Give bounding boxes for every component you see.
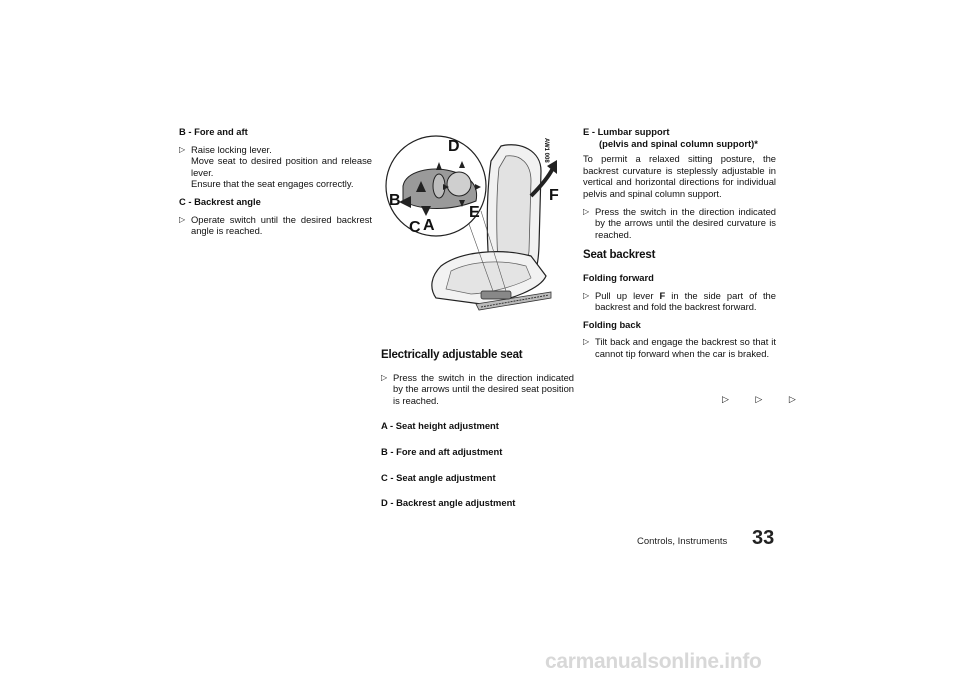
bullet-folding-back: ▷ Tilt back and engage the backrest so that it cannot tip forward when the car is braked.: [583, 336, 776, 359]
bullet-folding-forward: ▷ Pull up lever F in the side part of the backrest and fold the backrest forward.: [583, 289, 776, 313]
page-number: 33: [752, 527, 775, 549]
bullet-press-switch: ▷ Press the switch in the direction indicated by the arrows until the desired seat position is reached.: [381, 371, 574, 406]
bullet-raise-lever: ▷ Raise locking lever. Move seat to desired position and release lever. Ensure that the seat engages correctly.: [179, 143, 372, 190]
column-right: [583, 126, 776, 366]
seat-illustration: [381, 126, 576, 326]
paragraph-lumbar: To permit a relaxed sitting posture, the backrest curvature is steplessly adjustable in vertical and horizontal directions for individual pelvis and spinal column support.: [583, 153, 776, 199]
heading-fore-and-aft: B - Fore and aft: [179, 126, 248, 137]
bullet-triangle-icon: ▷: [583, 337, 590, 347]
label-e: E: [469, 204, 480, 221]
label-f: F: [549, 187, 559, 204]
column-middle: [381, 340, 574, 515]
figure-code: AW1 008: [543, 138, 549, 163]
item-backrest-angle: D - Backrest angle adjustment: [381, 497, 516, 509]
section-title-electric-seat: Electrically adjustable seat: [381, 349, 523, 361]
bullet-triangle-icon: ▷: [583, 206, 590, 216]
subheading-folding-forward: Folding forward: [583, 271, 654, 283]
column-left: [179, 126, 372, 243]
bullet-triangle-icon: ▷: [179, 144, 186, 154]
item-seat-angle: C - Seat angle adjustment: [381, 471, 496, 483]
label-c: C: [409, 219, 421, 236]
bullet-operate-switch: ▷ Operate switch until the desired backrest angle is reached.: [179, 213, 372, 237]
label-d: D: [448, 138, 460, 155]
watermark: carmanualsonline.info: [545, 650, 762, 673]
footer-section-label: Controls, Instruments: [637, 536, 728, 547]
bullet-triangle-icon: ▷: [583, 290, 590, 300]
subheading-folding-back: Folding back: [583, 318, 641, 330]
bullet-triangle-icon: ▷: [381, 372, 388, 382]
heading-lumbar-support: E - Lumbar support (pelvis and spinal column support)*: [583, 126, 758, 149]
heading-backrest-angle: C - Backrest angle: [179, 195, 261, 207]
label-a: A: [423, 217, 435, 234]
label-b: B: [389, 192, 401, 209]
bullet-triangle-icon: ▷: [179, 214, 186, 224]
bullet-press-switch-lumbar: ▷ Press the switch in the direction indicated by the arrows until the desired curvature is reached.: [583, 205, 776, 240]
item-seat-height: A - Seat height adjustment: [381, 420, 499, 432]
continue-arrows: ▷ ▷ ▷: [722, 394, 808, 404]
item-fore-aft: B - Fore and aft adjustment: [381, 445, 503, 457]
section-title-seat-backrest: Seat backrest: [583, 249, 656, 262]
